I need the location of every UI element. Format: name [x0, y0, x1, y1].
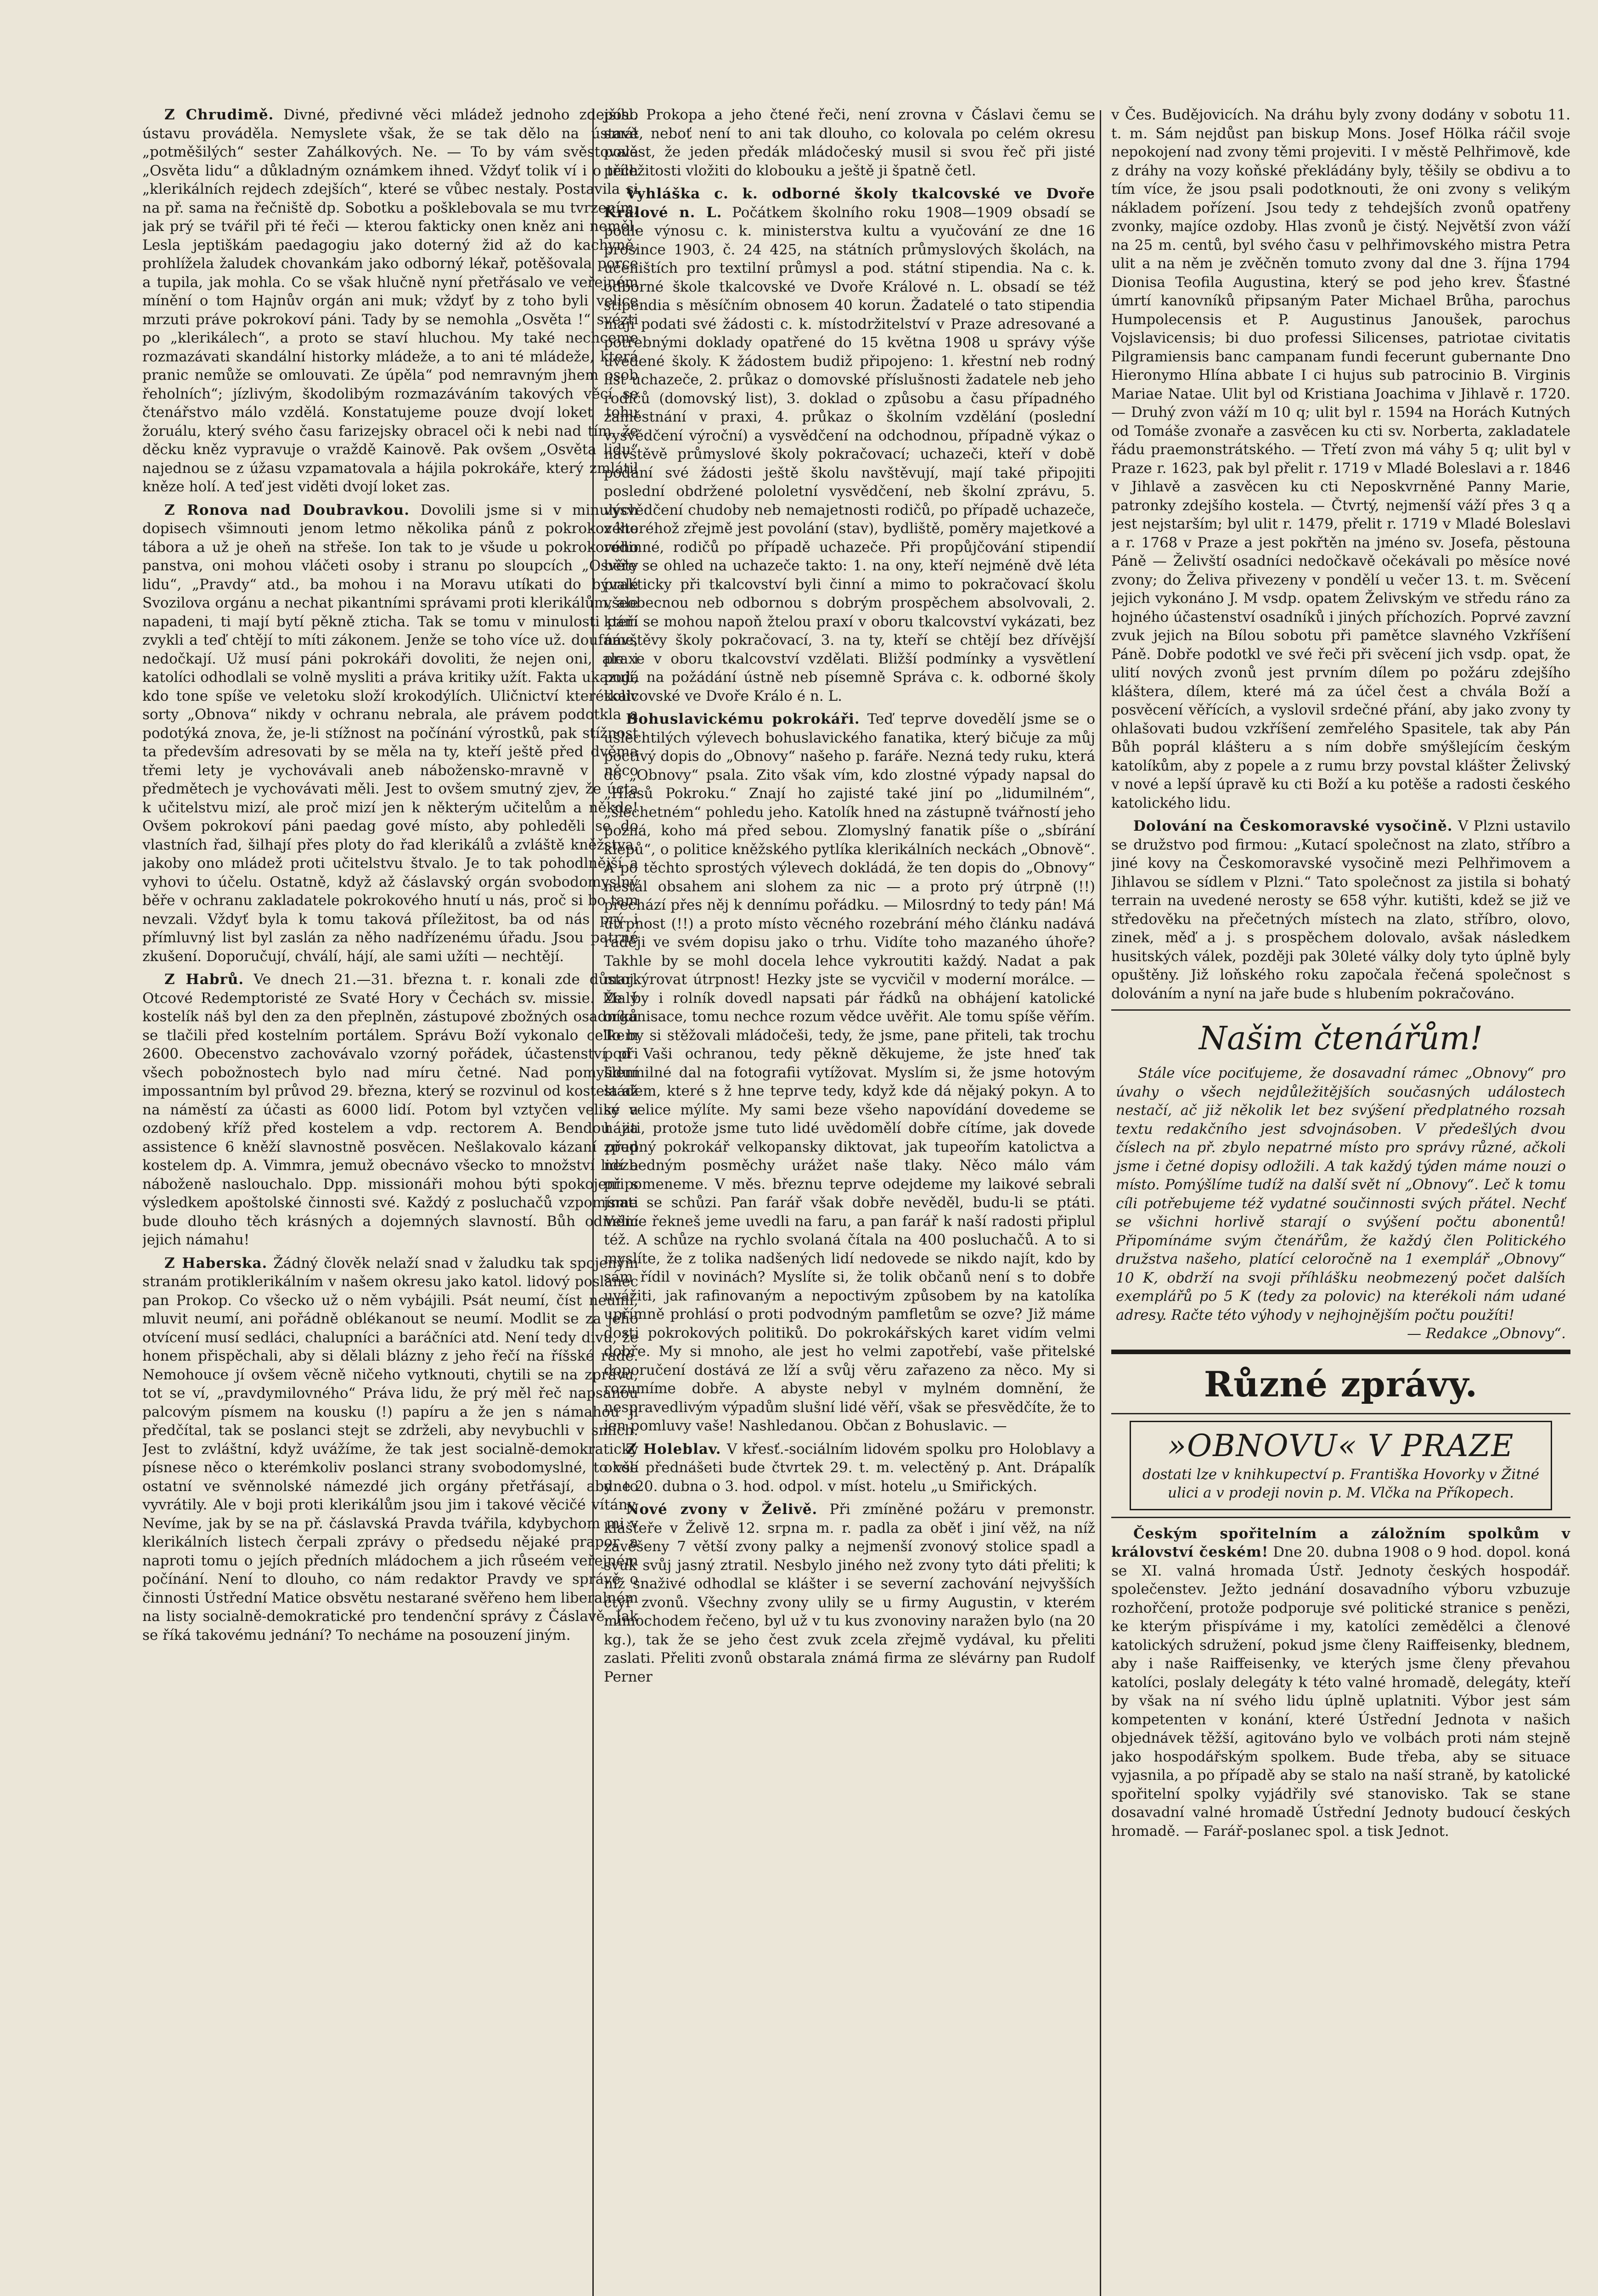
article-habersko: Z Haberska. Žádný člověk nelaží snad v žaludku tak spojeným stranám protiklerikálním v našem okresu jako katol. lidový poslanec pan Prokop. Co všecko už o něm vybájili. Psát neumí, číst neumí, mluvit neumí, ani pořádně oblékanout se neumí. Modlit se za jeho otvícení musí sedláci, chalupníci a baráčníci atd. Není tedy divu, že honem přispěchali, aby si dělali blázny z jeho řečí na říšské radě. Nemohouce jí ovšem věcně ničeho vytknouti, chytili se na zprávu, tot se ví, „pravdymilovného“ Práva lidu, že prý měl řeč napsanou palcovým písmem na kousku (!) papíru a že jen s námahou ji předčítal, tak se poslanci stejt se zdrželi, aby nevybuchli v smích. Jest to zvláštní, když uvážíme, že tak jest socialně-demokratický písnese něco o kterémkoliv poslanci strany svobodomyslné, to vše ostatní ve svěnnolské námezdé jich orgány přetřásají, aby to vyvrátily. Ale v boji proti klerikálům jsou jim i takové věcičé vítány. Nevíme, jak by se na př. čáslavská Pravda tvářila, kdybychom mi v klerikálních listech čerpali zprávy o předsedu nějaké prapor a naproti tomu o jejích předních mládochem a jich růseém veřejném počínání. Není to dlouho, co nám redaktor Pravdy ve správě o činnosti Ústřední Matice obsvětu nestarané svěřeno hem liberalném na listy socialně-demokratické pro tendenční správy z Čáslavě. Jak se říká takovému jednání? To necháme na posouzení jiným. [142, 1255, 638, 1643]
article-sporitelni-spolky: Českým spořitelním a záložním spolkům v království českém! Dne 20. dubna 1908 o 9 hod. dopol. koná se XI. valná hromada Ústř. Jednoty českých hospodář. společenstev. Ježto jednání dosavadního výboru vzbuzuje rozhořčení, protože podporuje své politické stranice s penězi, ke kterým přispíváme i my, katolíci zemědělci a členové katolických sdružení, pokud jsme členy Raiffeisenky, blednem, aby i naše Raiffeisenky, ve kterých jsme členy převahou katolíci, poslaly delegáty k této valné hromadě, delegáty, kteří by však na ní svého lidu úplně uplatniti. Výbor jest sám kompetenten v konání, které Ústřední Jednota v našich objednávek těžší, agitováno bylo ve volbách proti nám stejně jako hospodářským spolkem. Bude třeba, aby se situace vyjasnila, a po případě aby se stalo na naší straně, by katolické spořitelní spolky vyjádřily své stanovisko. Tak se stane dosavadní valné hromadě Ústřední Jednoty budoucí českých hromadě. — Farář-poslanec spol. a tisk Jednot. [1111, 1525, 1570, 1840]
article-bohuslavicky-pokrokar: Bohuslavickému pokrokáři. Teď teprve dovedělí jsme se o ušlechtilých výlevech bohuslavického fanatika, který bičuje za můj poctivý dopis do „Obnovy“ našeho p. faráře. Nezná tedy ruku, která do „Obnovy“ psala. Zito však vím, kdo zlostné výpady napsal do „Hlasů Pokroku.“ Znají ho zajisté také jiní po „lidumilném“, „šlechetném“ pohledu jeho. Katolík hned na zástupně tvářností jeho pozná, koho má před sebou. Zlomyslný fanatik píše o „sbírání klepů“, o politice kněžského pytlíka klerikálních neckách „Obnově“. A po těchto sprostých výlevech dokládá, že ten dopis do „Obnovy“ nestál obsahem ani slohem za nic — a proto prý útrpně (!!) přechází přes něj k dennímu pořádku. — Milosrdný to tedy pán! Má útrpnost (!!) a proto místo věcného rozebrání mého článku nadává raději ve svém dopisu jako o trhu. Vidíte toho mazaného úhoře? Takhle by se mohl docela lehce vykroutiti každý. Nadat a pak markýrovat útrpnost! Hezky jste se vycvičil v moderní morálce. — Že by i rolník dovedl napsati pár řádků na obhájení katolické organisace, tomu nechce rozum vědce uvěřit. Ale tomu spíše věřím. To by si stěžovali mládočeši, tedy, že jsme, pane přiteli, tak trochu pod Vaši ochranou, tedy pěkně děkujeme, že jste hneď tak lidumilné dal na fotografii vytížovat. Myslím si, že jsme hotovým stádem, které s ž hne teprve tedy, když kde dá nějaký pokyn. A to se velice mýlíte. My sami beze všeho napovídání dovedeme se hájiti, protože jsme tuto lidé uvědomělí dobře cítíme, jak dovede zpupný pokrokář velkopansky diktovat, jak tupeořím katolictva a nezbedným posměchy urážet naše tlaky. Něco málo vám připomeneme. V měs. březnu teprve odejdeme my laikové sebrali jsme se schůzi. Pan farář však dobře nevěděl, budu-li se ptáti. Velice řekneš jeme uvedli na faru, a pan farář k naší radosti připlul též. A schůze na rychlo svolaná čítala na 400 posluchačů. A to si myslíte, že z tolika nadšených lidí nedovede se nikdo najít, kdo by sám řídil v novinách? Myslíte si, že tolik občanů není s to dobře uvážiti, jak rafinovaným a nepoctivým způsobem by na katolíka upřímně prohlásí o proti podvodným pamfletům se ozve? Již máme dosti pokrokových politiků. Do pokrokářských karet vidím velmi dobře. My si mnoho, ale jest ho velmi zapotřebí, vaše přitelské doporučení dostává ze lží a svůj věru zařazeno za něco. My si rozumíme dobře. A abyste nebyl v mylném domnění, že nespravedlivým výpadům slušní lidé věří, však se přesvědčíte, že to jen pomluvy vaše! Nashledanou. Občan z Bohuslavic. — [604, 711, 1095, 1434]
article-vyhlaska-tkalcovska: Vyhláška c. k. odborné školy tkalcovské ve Dvoře Králové n. L. Počátkem školního roku 1908—1909 obsadí se podle výnosu c. k. ministerstva kultu a vyučování ze dne 16 prosince 1903, č. 24 425, na státních průmyslových školách, na učeništích pro textilní průmysl a pod. státní stipendia. Na c. k. odborné škole tkalcovské ve Dvoře Králové n. L. obsadí se též stipendia s měsíčním obnosem 40 korun. Žadatelé o tato stipendia mají podati své žádosti c. k. místodržitelství v Praze adresované a potřebnými doklady opatřené do 15 května 1908 u správy výše uvedené školy. K žádostem budiž připojeno: 1. křestní neb rodný list uchazeče, 2. průkaz o domovské příslušnosti žadatele neb jeho rodičů (domovský list), 3. doklad o způsobu a času případného zaměstnání v praxi, 4. průkaz o školním vzdělání (poslední vysvědčení výroční) a vysvědčení na odchodnou, případně výkaz o návštěvě průmyslové školy pokračovací; uchazeči, kteří v době podání své žádosti ještě školu navštěvují, mají také připojiti poslední obdržené pololetní vysvědčení, neb školní zprávu, 5. vysvědčení chudoby neb nemajetnosti rodičů, po případě uchazeče, z kteréhož zřejmě jest povolání (stav), bydliště, poměry majetkové a rodinné, rodičů po případě uchazeče. Při propůjčování stipendií běře se ohled na uchazeče takto: 1. na ony, kteří nejméně dvě léta prakticky při tkalcovství byli činní a mimo to pokračovací školu všeobecnou neb odbornou s dobrým prospěchem absolvovali, 2. kteří se mohou napoň žtelou praxí v oboru tkalcovství vykázati, bez návštěvy školy pokračovací, 3. na ty, kteří se chtějí bez dřívější praxe v oboru tkalcovství vzdělati. Bližší podmínky a vysvětlení podá na požádání ústně neb písemně Správa c. k. odborné školy tkalcovské ve Dvoře Králo é n. L. [604, 186, 1095, 704]
obnova-advertisement [1130, 1421, 1552, 1510]
divider [1111, 1413, 1570, 1414]
column-3 [1111, 106, 1570, 2296]
article-dolovani: Dolování na Českomoravské vysočině. V Plzni ustavilo se družstvo pod firmou: „Kutací společnost na zlato, stříbro a jiné kovy na Českomoravské vysočině mezi Pelhřimovem a Jihlavou se sídlem v Plzni.“ Tato společnost za jistila si bohatý terrain na uvedené nerosty se 658 výhr. kutišti, kdež se již ve středověku na přečetných místech na zlato, stříbro, olovo, zinek, měď a j. s prospěchem dolovalo, avšak následkem husitských válek, později pak 30leté války doly tyto úplně byly opuštěny. Již loňského roku započala řečená společnost s dolováním a nyní na jaře bude s hlubením pokračováno. [1111, 818, 1570, 1002]
readers-notice-signature: — Redakce „Obnovy“. [1407, 1325, 1566, 1342]
divider [1111, 1009, 1570, 1011]
column-2 [604, 106, 1095, 2296]
article-holoblavy: Z Holeblav. V křesť.-sociálním lidovém spolku pro Holoblavy a okolí přednášeti bude čtvrtek 29. t. m. velectěný p. Ant. Drápalík dne 20. dubna o 3. hod. odpol. v míst. hotelu „u Smiřických. [604, 1441, 1095, 1495]
readers-notice-title: Našim čtenářům! [1198, 1019, 1483, 1057]
divider [1111, 1517, 1570, 1518]
article-ronov: Z Ronova nad Doubravkou. Dovolili jsme si v minulých dopisech všimnouti jenom letmo několika pánů z pokrokového tábora a už je oheň na střeše. Ion tak to je všude u pokrokového panstva, oni mohou vláčeti osoby i stranu po sloupcích „Osvěty lidu“, „Pravdy“ atd., ba mohou i na Moravu utíkati do bývalé Svozilova orgánu a nechat pikantními správami proti klerikálům, ale napadeni, ti mají bytí pěkně zticha. Tak se tomu v minulosti páni zvykli a teď chtějí to míti zákonem. Jenže se toho více už. doufáme, nedočkají. Už musí páni pokrokáři dovoliti, že nejen oni, ale i katolíci odhodlali se volně mysliti a práva kritiky užít. Fakta ukazují, kdo tone spíše ve veletoku složí krokodýlích. Uličnictví kterékoliv sorty „Obnova“ nikdy v ochranu nebrala, ale právem podotkla a podotýká znova, že, je-li stížnost na počínání výrostků, pak stížnost ta především adresovati by se měla na ty, kteří ještě před dvěma třemi lety je vychovávali aneb nábožensko-mravně v něco předmětech je vychovávati měli. Jest to ovšem smutný zjev, že úcta k učitelstvu mizí, ale proč mizí jen k některým učitelům a někde! Ovšem pokrokoví páni paedag gové místo, aby pohleděli se do vlastních řad, šilhají přes ploty do řad klerikálů a zvláště kněžstva, jakoby ono mládež proti učitelstvu štvalo. Je to tak pohodlnější a vyhovi to účelu. Ostatně, když až čáslavský orgán svobodomyslný běře v ochranu zakladatele pokrokového hnutí u nás, proč si bo tam nevzali. Vždyť byla k tomu taková příležitost, ba od nás prý i přímluvný list byl zaslán za něho nadřízenému úřadu. Jsou patrné zkušení. Doporučují, chválí, hájí, ale sami užíti — nechtějí. [142, 501, 638, 965]
article-zvony-zeliv: Nové zvony v Želivě. Při zmíněné požáru v premonstr. klášteře v Želivě 12. srpna m. r. padla za oběť i jiní věž, na níž zavěšeny 7 větší zvony palky a nejmenší zvonový stolice spadl a svuk svůj jasný ztratil. Nesbylo jiného než zvony tyto dáti přeliti; k níž snaživé odhodlal se klášter i se severní zachování nejvyšších čtyř zvonů. Všechny zvony ulily se u firmy Augustin, v kterém mimochodem řečeno, byl už v tu kus zvonoviny naražen bylo (na 20 kg.), tak že se jeho čest zvuk zcela zřejmě vydával, ku přeliti zaslati. Přeliti zvonů obstarala známá firma ze slévárny pan Rudolf Perner [604, 1501, 1095, 1685]
ad-title: »OBNOVU« V PRAZE [1167, 1428, 1514, 1463]
ad-text: dostati lze v knihkupectví p. Františka Hovorky v Žitné ulici a v prodeji novin p. M. Vlčka na Příkopech. [1142, 1466, 1540, 1501]
article-chrudim: Z Chrudimě. Divné, předivné věci mládež jednoho zdejšího ústavu prováděla. Nemyslete však, že se tak dělo na ústavě „potměšilých“ sester Zahálkových. Ne. — To by vám svěstovala „Osvěta lidu“ a důkladným oznámkem ihned. Vždyť tolik ví i o těch „klerikálních rejdech zdejších“, které se vůbec nestaly. Postavila si na př. sama na řečniště dp. Sobotku a pošklebovala se mu tvrzením, jak prý se tvářil při té řeči — kterou fakticky onen kněz ani neměl. Lesla jeptiškám paedagogiu jako doterný žid až do kachyně, prohlížela žaludek chovankám jako odborný lékař, potěšovala porce a tupila, jak mohla. Co se však hlučně nyní přetřásalo ve veřejném mínění o tom Hajnův orgán ani muk; vždyť by z toho byli velice mrzuti práve pokrokoví páni. Tady by se nemohla „Osvěta !“ svézti po „klerikálech“, a proto se staví hluchou. My také nechceme rozmazávati skandální historky mládeže, a to ani té mládeže, která pranic nemůže se omlouvati. Ze úpěla“ pod nemravným jhem osob řeholních“; jízlivým, škodolibým rozmazáváním takových věcí se čtenářstvo málo vzdělá. Konstatujeme pouze dvojí loket tohu žoruálu, který svého času farizejsky obracel oči k nebi nad tím, že děcku kněz vypravuje o vraždě Kainově. Pak ovšem „Osvěta lidu“ najednou se z úžasu vzpamatovala a hájila pokrokáře, který zmlátil kněze holí. A teď jest viděti dvojí loket zas. [142, 107, 638, 495]
readers-notice [1111, 1017, 1570, 1343]
column-rule-right [1100, 110, 1101, 2296]
column-1 [142, 106, 638, 2296]
article-zvony-continuation: v Čes. Budějovicích. Na dráhu byly zvony dodány v sobotu 11. t. m. Sám nejdůst pan biskup Mons. Josef Hölka ráčil svoje nepokojení nad zvony těmi projeviti. I v městě Pelhřimově, kde z dráhy na vozy koňské překládány byly, těšily se obdivu a to tím více, že jsou psali podotknouti, že oni zvony s velikým nákladem pořízení. Jsou tedy z tehdejších zvonů opatřeny zvonky, majíce ozdoby. Hlas zvonů je čistý. Největší zvon váží na 25 m. centů, byl svého času v pelhřimovského mistra Petra ulit a na něm je zvěčněn tomuto zvony dal dne 3. října 1794 Dionisa Teofila Augustina, který se pod jeho krev. Šťastné úmrtí kanovníků připsaným Pater Michael Brůha, parochus Humpolecensis et P. Augustinus Janoušek, parochus Vojslavicensis; bi duo professi Silicenses, patriotae civitatis Pilgramiensis banc campanam fundi fecerunt gubernante Dno Hieronymo Hlína abbate I ci hujus sub patrocinio B. Virginis Mariae Natae. Ulit byl od Kristiana Joachima v Jihlavě r. 1720. — Druhý zvon váží m 10 q; ulit byl r. 1594 na Horách Kutných od Tomáše zvonaře a zasvěcen ku cti sv. Norberta, zakladatele řádu praemonstrátského. — Třetí zvon má váhy 5 q; ulit byl v Praze r. 1623, pak byl přelit r. 1719 v Mladé Boleslavi a r. 1846 v Jihlavě a zasvěcen ku cti Neposkvrněné Panny Marie, patronky zdejšího kostela. — Čtvrtý, nejmenší váží přes 3 q a jest nejstarším; byl ulit r. 1479, přelit r. 1719 v Mladé Boleslavi a r. 1768 v Praze a jest pokřtěn na jméno sv. Josefa, pěstouna Páně — Želivští osadníci nedočkavě očekávali po měsíce nové zvony; do Želiva přivezeny v pondělí u večer 13. t. m. Svěcení jejich vykonáno J. M vsdp. opatem Želivským ve středu ráno za hojného účastenství osadníků i jiných příchozích. Poprvé zavzní zvuk jejich na Bílou sobotu při pamětce slavného Vzkříšení Páně. Dobře podotkl ve své řeči při svěcení jich vsdp. opat, že ulití nových zvonů jest prvním dílem po požáru zdejšího kláštera, dílem, které má za účel čest a chvála Boží a posvěcení věřících, a vyslovil srdečné přání, aby jako zvony ty ohlašovati budou vzkříšení zemřelého Spasitele, tak aby Pán Bůh poprál klášteru a s ním dobře smýšlejícím českým katolíkům, aby z popele a z rumu brzy povstal klášter Želivský v nové a lepší úpravě ku cti Boží a ku potěše a radosti českého katolického lidu. [1111, 107, 1570, 811]
readers-notice-body: Stále více pociťujeme, že dosavadní rámec „Obnovy“ pro úvahy o všech nejdůležitějších současných událostech nestačí, ač již několik let bez svýšení předplatného rozsah textu redakčního jest sdvojnásoben. V předešlých dvou číslech na př. zbylo nepatrné místo pro správy různé, ačkoli jsme i četné dopisy odložili. A tak každý týden máme nouzi o místo. Pomýšlíme tudíž na další svět ní „Obnovy“. Leč k tomu cíli potřebujeme též vydatné součinnosti svých přátel. Nechť se všichni horlivě starají o svýšení počtu abonentů! Připomínáme svým čtenářům, že každý člen Politického družstva našeho, platící celoročně na 1 exemplář „Obnovy“ 10 K, obdrží na svoji příhlášku neobmezený počet dalších exemplářů po 5 K (tedy za polovic) na kterékoli nám udané adresy. Račte této výhody v nejhojnějším počtu použíti! [1116, 1065, 1566, 1323]
section-title: Různé zprávy. [1204, 1363, 1478, 1405]
section-divider [1111, 1350, 1570, 1354]
article-prokop-continuation: posl. Prokopa a jeho čtené řeči, není zrovna v Čáslavi čemu se smát, neboť není to ani tak dlouho, co kolovala po celém okresu pověst, že jeden předák mládočeský musil si svou řeč při jisté příležitosti vložiti do klobouku a ještě ji špatně četl. [604, 107, 1095, 179]
article-habry: Z Habrů. Ve dnech 21.—31. března t. r. konali zde důstoj. Otcové Redemptoristé ze Svaté Hory v Čechách sv. missie. Malý kostelík náš byl den za den přeplněn, zástupové zbožných osadníků se tlačili před kostelním portálem. Správu Boží vykonalo celkem 2600. Obecenstvo zachovávalo vzorný pořádek, účastenství při všech pobožnostech bylo nad míru četné. Nad pomyšlení impossantním byl průvod 29. března, který se rozvinul od kostela až na náměstí za účasti as 6000 lidí. Potom byl vztyčen veliký a ozdobený kříž před kostelem a vdp. rectorem A. Bendou za assistence 6 kněží slavnostně posvěcen. Nešlakovalo kázaní před kostelem dp. A. Vimmra, jemuž obecnávo všecko to množství lidí a náboženě naslouchalo. Dpp. missionáři mohou býti spokojeni s výsledkem apoštolské činnosti své. Každý z posluchačů vzpomínati bude dlouho těch krásných a dojemných slavností. Bůh odmění jejich námahu! [142, 971, 638, 1248]
